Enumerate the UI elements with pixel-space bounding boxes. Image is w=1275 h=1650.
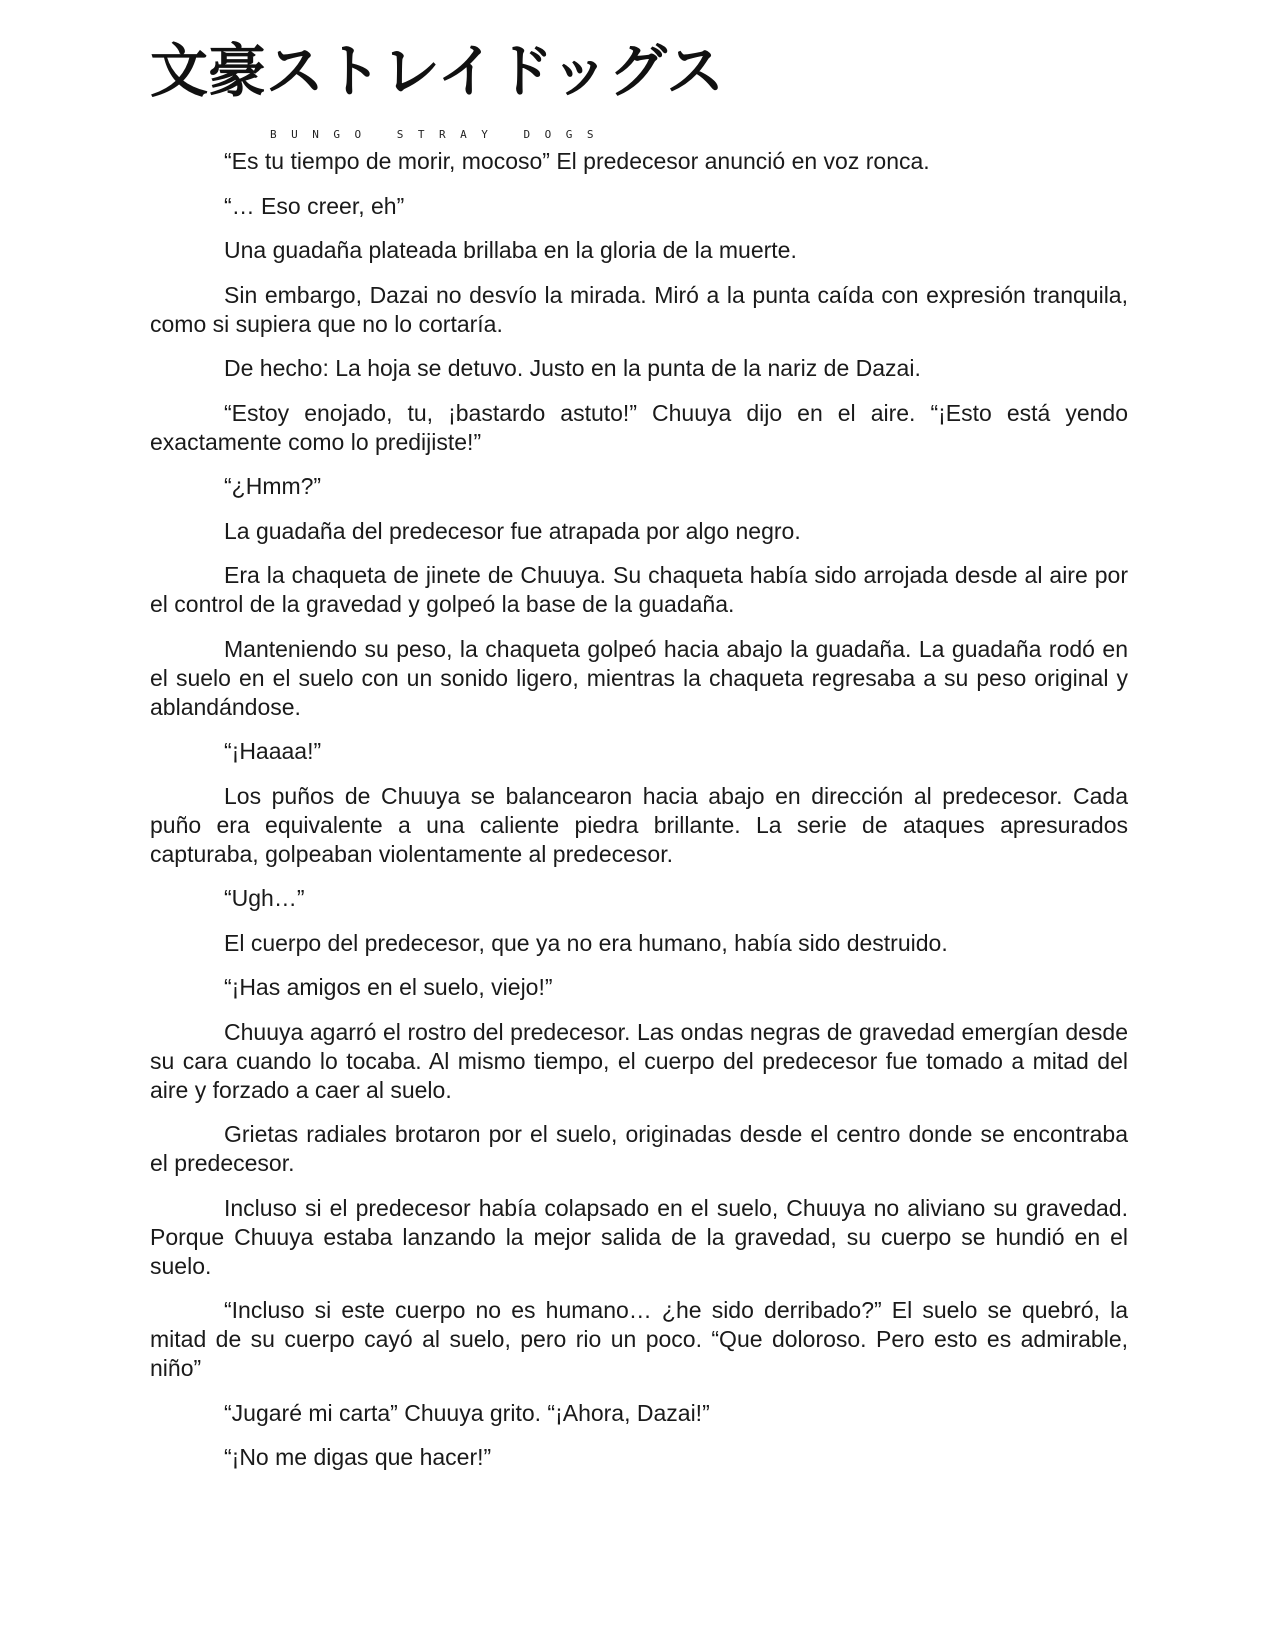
paragraph: El cuerpo del predecesor, que ya no era humano, había sido destruido. [224, 929, 948, 956]
paragraph: Chuuya agarró el rostro del predecesor. Las ondas negras de gravedad emergían desde su cara cuando lo tocaba. Al mismo tiempo, el cuerpo del predecesor fue tomado a mitad del aire y forzado a caer al suelo. [150, 1018, 1128, 1103]
paragraph: Los puños de Chuuya se balancearon hacia abajo en dirección al predecesor. Cada puño era equivalente a una caliente piedra brillante. La serie de ataques apresurados capturaba, golpeaban violentamente al predecesor. [150, 782, 1128, 867]
paragraph: “¡Haaaa!” [224, 738, 322, 764]
paragraph: “Estoy enojado, tu, ¡bastardo astuto!” Chuuya dijo en el aire. “¡Esto está yendo exactamente como lo predijiste!” [150, 399, 1128, 455]
paragraph: La guadaña del predecesor fue atrapada por algo negro. [224, 517, 801, 544]
paragraph: “… Eso creer, eh” [224, 192, 405, 219]
paragraph: Una guadaña plateada brillaba en la gloria de la muerte. [224, 237, 797, 263]
paragraph: “Ugh…” [224, 885, 305, 911]
paragraph: Incluso si el predecesor había colapsado en el suelo, Chuuya no aliviano su gravedad. Porque Chuuya estaba lanzando la mejor salida de la gravedad, su cuerpo se hundió en el suelo. [150, 1194, 1128, 1279]
paragraph: Era la chaqueta de jinete de Chuuya. Su chaqueta había sido arrojada desde al aire por el control de la gravedad y golpeó la base de la guadaña. [150, 562, 1128, 617]
paragraph: De hecho: La hoja se detuvo. Justo en la punta de la nariz de Dazai. [224, 355, 921, 381]
paragraph: “¿Hmm?” [224, 473, 322, 499]
paragraph: “Es tu tiempo de morir, mocoso” El predecesor anunció en voz ronca. [224, 148, 930, 174]
logo-japanese-title: 文豪ストレイドッグス [150, 37, 725, 105]
paragraph: “Incluso si este cuerpo no es humano… ¿he sido derribado?” El suelo se quebró, la mitad de su cuerpo cayó al suelo, pero rio un poco. “Que doloroso. Pero esto es admirable, niño” [150, 1297, 1128, 1381]
paragraph: “Jugaré mi carta” Chuuya grito. “¡Ahora, Dazai!” [224, 1399, 710, 1426]
paragraph: Grietas radiales brotaron por el suelo, originadas desde el centro donde se encontraba el predecesor. [150, 1121, 1128, 1176]
series-logo [150, 37, 725, 141]
paragraph: Sin embargo, Dazai no desvío la mirada. Miró a la punta caída con expresión tranquila, como si supiera que no lo cortaría. [150, 281, 1128, 337]
paragraph: “¡Has amigos en el suelo, viejo!” [224, 974, 553, 1000]
paragraph: Manteniendo su peso, la chaqueta golpeó hacia abajo la guadaña. La guadaña rodó en el suelo en el suelo con un sonido ligero, mientras la chaqueta regresaba a su peso original y ablandándose. [150, 635, 1128, 720]
logo-english-subtitle: BUNGO STRAY DOGS [270, 128, 608, 141]
paragraph: “¡No me digas que hacer!” [224, 1444, 492, 1470]
page-body [150, 147, 1128, 1488]
